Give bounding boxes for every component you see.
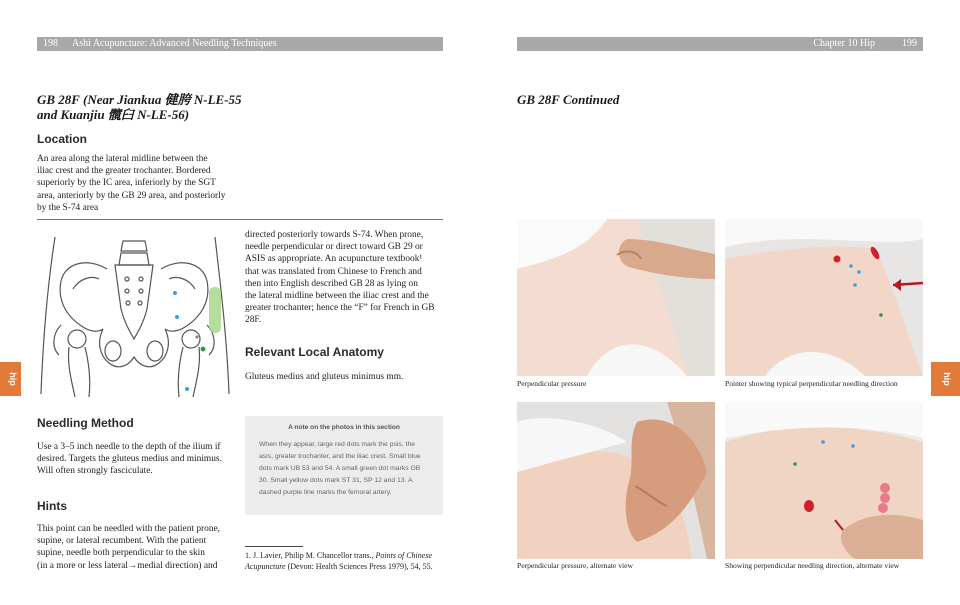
continuation-text [245,229,445,327]
caption-photo3: Perpendicular pressure, alternate view [517,561,633,570]
section-title [37,92,297,122]
photo-note-box [245,416,443,515]
location-heading: Location [37,132,87,146]
caption-photo4: Showing perpendicular needling direction, alternate view [725,561,900,570]
location-text [37,153,247,214]
text-line: greater trochanter; hence the “F” for French in GB [245,303,435,314]
text-line: by the S-74 area [37,202,99,213]
hints-text [37,523,242,572]
left-book-title: Ashi Acupuncture: Advanced Needling Techniques [72,38,277,49]
hip-side-tab-left [0,362,21,396]
left-header-bar [37,37,443,51]
hints-heading: Hints [37,499,67,513]
text-line: An area along the lateral midline between the [37,154,208,164]
pelvis-illustration [37,229,232,399]
needling-heading: Needling Method [37,416,134,430]
text-line: Use a 3–5 inch needle to the depth of the ilium if [37,442,221,452]
caption-photo2: Pointer showing typical perpendicular needling direction [725,379,898,388]
footnote-title-italic: Acupuncture [245,562,286,571]
right-header-bar [517,37,923,51]
note-line: When they appear, large red dots mark the psis, the [259,441,416,448]
text-line: 28F. [245,315,262,326]
right-chapter-title: Chapter 10 Hip [813,38,875,49]
text-line: desired. Targets the gluteus medius and minimus. [37,454,222,465]
section-title-line1: GB 28F (Near Jiankua 健胯 N-LE-55 [37,92,242,107]
photo-perpendicular-pressure-alt [517,402,715,559]
note-line: 30. Small yellow dots mark ST 31, SP 12 and 13. A [259,477,413,484]
text-line: directed posteriorly towards S-74. When prone, [245,230,424,240]
needling-text [37,441,242,478]
text-line: superiorly by the IC area, inferiorly by the SGT [37,178,216,189]
text-line: then into English described GB 28 as lying on [245,278,418,289]
text-line: that was translated from Chinese to French and [245,266,422,277]
right-section-title: GB 28F Continued [517,92,620,107]
note-line: dots mark UB 53 and 54. A small green dot marks GB [259,465,421,472]
text-line: area, anteriorly by the GB 29 area, and posteriorly [37,190,226,201]
text-line: iliac crest and the greater trochanter. Bordered [37,166,211,177]
text-line: This point can be needled with the patient prone, [37,524,221,534]
tab-label: hip [7,372,18,386]
photo-pointer-needling-direction [725,219,923,376]
note-line: dashed purple line marks the femoral artery. [259,489,392,496]
text-line: supine, needle both perpendicular to the skin [37,548,205,559]
footnote-text: 1. J. Lavier, Philip M. Chancellor trans., [245,551,376,560]
text-line: the lateral midline between the iliac crest and the [245,291,429,302]
footnote-text: (Devon: Health Sciences Press 1979), 54, 55. [285,562,433,571]
text-line: supine, or lateral recumbent. With the patient [37,536,207,547]
text-line: ASIS as appropriate. An acupuncture textbook¹ [245,254,423,265]
note-title: A note on the photos in this section [288,424,400,431]
text-line: (in a more or less lateral→medial direction) and [37,560,218,571]
footnote [245,550,450,572]
divider-line [37,219,443,220]
anatomy-text: Gluteus medius and gluteus minimus mm. [245,372,404,382]
caption-photo1: Perpendicular pressure [517,379,587,388]
text-line: needle perpendicular or direct toward GB 29 or [245,242,423,253]
right-page-number: 199 [902,38,917,49]
note-line: asis, greater trochanter, and the iliac crest. Small blue [259,453,421,460]
footnote-title-italic: Points of Chinese [375,551,432,560]
tab-label: hip [941,372,952,386]
photo-needling-direction-alt [725,402,923,559]
text-line: Will often strongly fasciculate. [37,466,153,477]
left-page-number: 198 [43,38,58,49]
photo-perpendicular-pressure [517,219,715,376]
anatomy-heading: Relevant Local Anatomy [245,345,384,359]
footnote-rule [245,546,303,547]
hip-side-tab-right [931,362,960,396]
section-title-line2: and Kuanjiu 髖臼 N-LE-56) [37,107,190,122]
